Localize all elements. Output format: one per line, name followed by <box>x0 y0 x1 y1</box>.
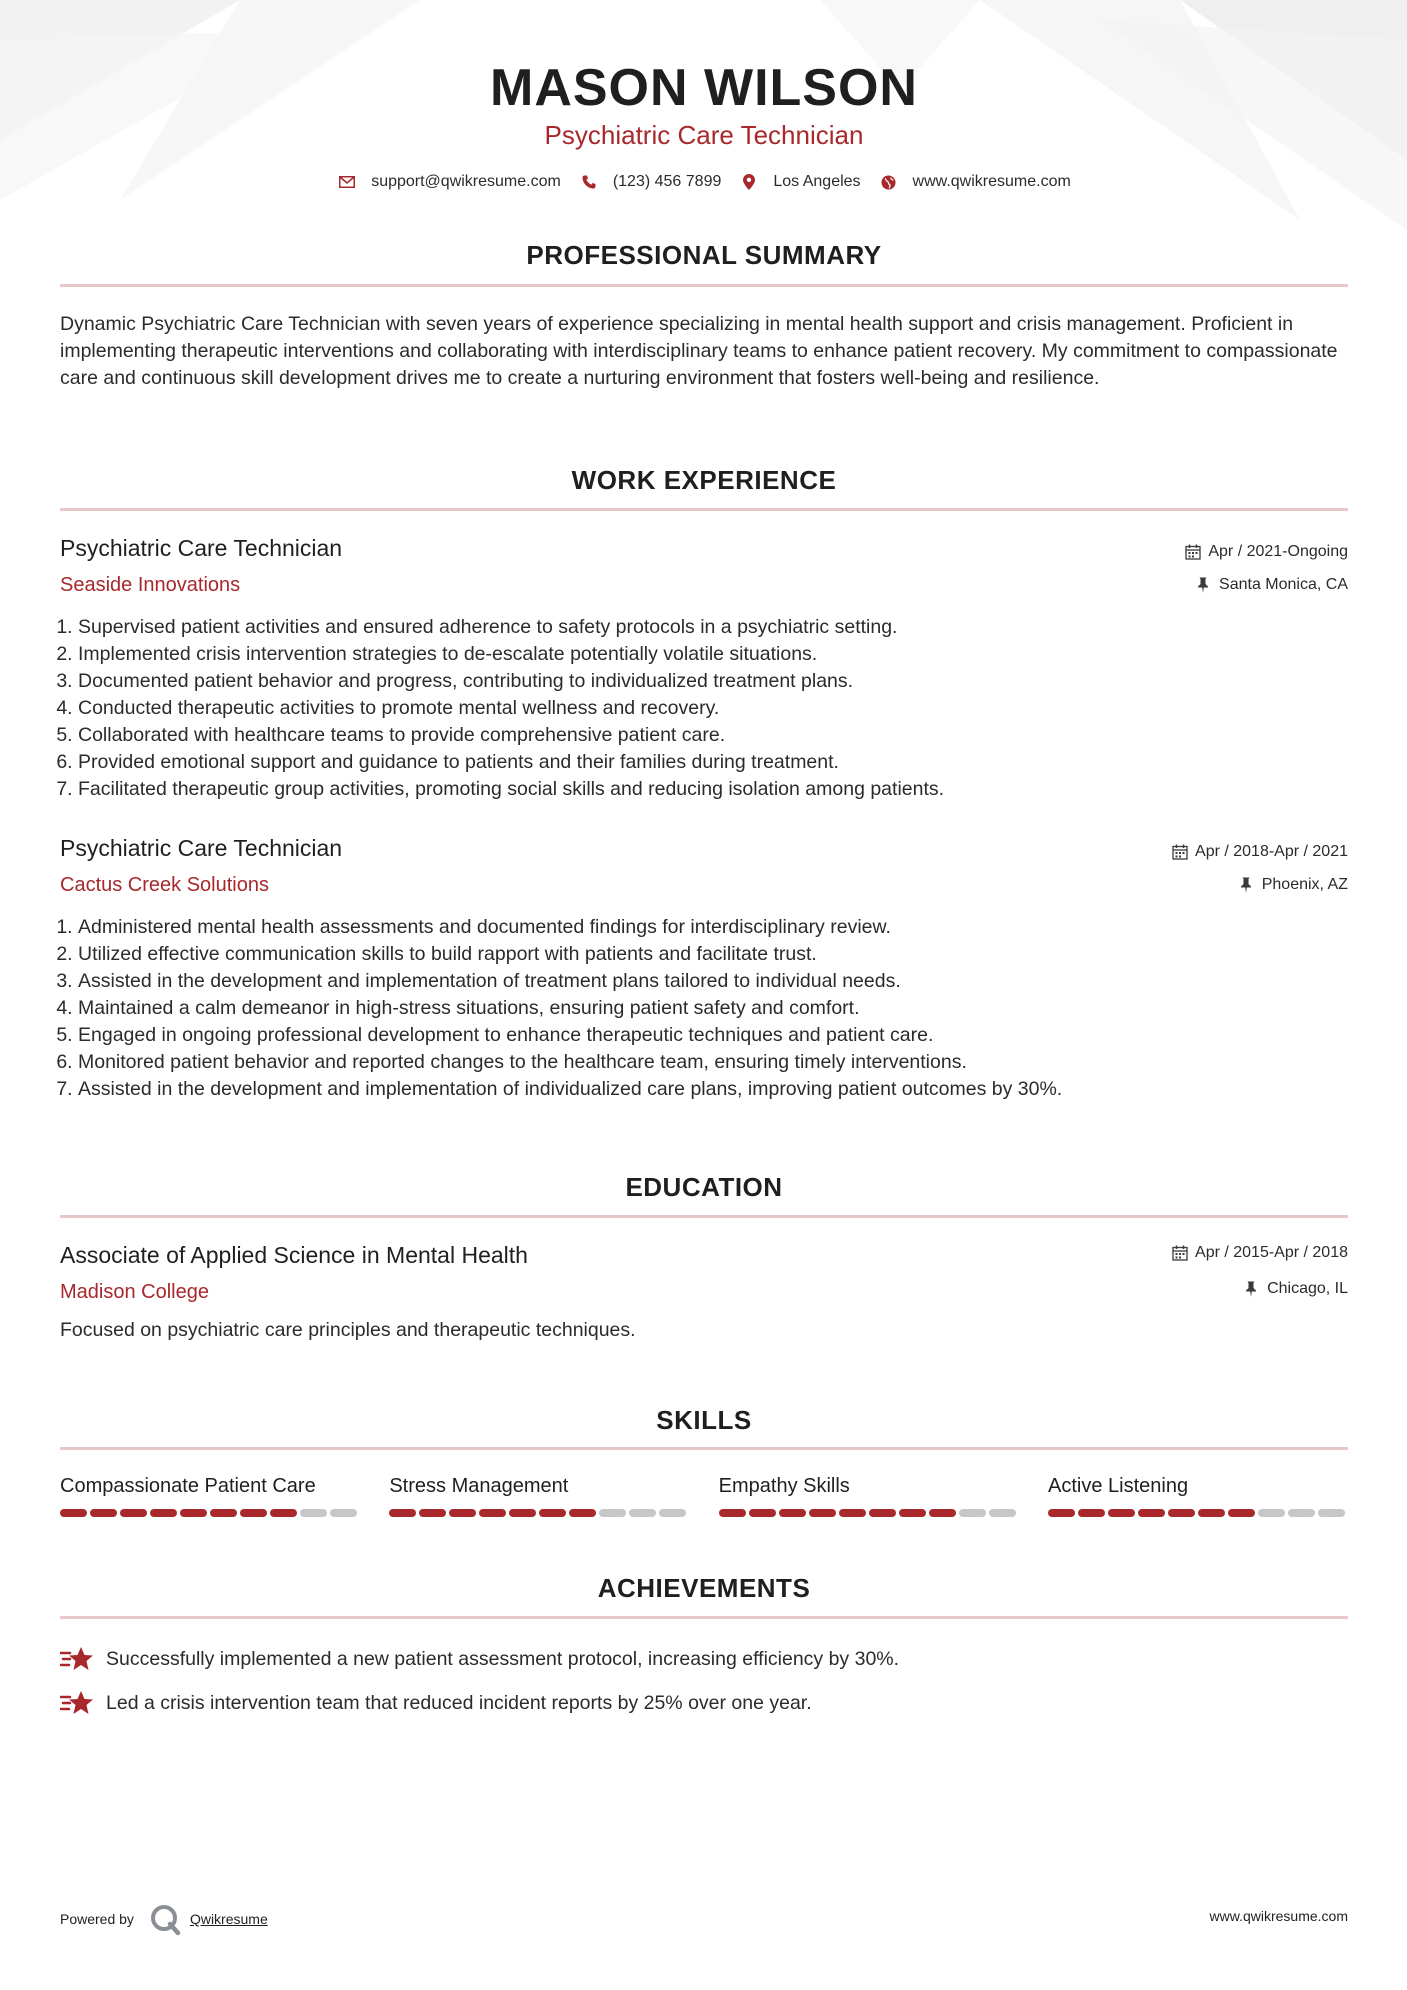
list-item: 4. Conducted therapeutic activities to promote mental wellness and recovery. <box>78 695 1366 722</box>
skill-name: Empathy Skills <box>718 1475 850 1497</box>
skill-segment-filled <box>1198 1509 1225 1517</box>
candidate-name: MASON WILSON <box>490 59 918 117</box>
skill-name: Compassionate Patient Care <box>60 1475 316 1497</box>
email-text: support@qwikresume.com <box>371 173 561 190</box>
achievements-heading: ACHIEVEMENTS <box>597 1573 811 1603</box>
footer-powered-by <box>60 1902 268 1936</box>
education-location <box>1244 1280 1348 1298</box>
skill-segment-filled <box>240 1509 267 1517</box>
list-item: 5. Collaborated with healthcare teams to provide comprehensive patient care. <box>78 722 1366 749</box>
list-item: 5. Engaged in ongoing professional development to enhance therapeutic techniques and patient care. <box>78 1022 1366 1049</box>
achievement-item <box>60 1689 812 1717</box>
skill-segment-filled <box>150 1509 177 1517</box>
achievement-text: Led a crisis intervention team that reduced incident reports by 25% over one year. <box>106 1691 812 1714</box>
pushpin-icon <box>1244 1281 1260 1297</box>
skill-segment-filled <box>899 1509 926 1517</box>
education-location-text: Chicago, IL <box>1267 1280 1348 1297</box>
job-2-dates <box>1172 843 1348 861</box>
list-item: 6. Monitored patient behavior and reported changes to the healthcare team, ensuring timely interventions. <box>78 1049 1366 1076</box>
skill-item <box>719 1475 1019 1517</box>
skill-segment-empty <box>599 1509 626 1517</box>
skill-segment-empty <box>1258 1509 1285 1517</box>
qwikresume-logo-icon <box>148 1902 182 1936</box>
skills-heading: SKILLS <box>656 1405 752 1435</box>
job-2-location-text: Phoenix, AZ <box>1261 876 1348 893</box>
skill-segment-filled <box>1168 1509 1195 1517</box>
skill-segment-filled <box>419 1509 446 1517</box>
skill-level-bar <box>719 1509 1019 1517</box>
skill-name: Active Listening <box>1047 1475 1189 1497</box>
list-item: 4. Maintained a calm demeanor in high-stress situations, ensuring patient safety and comfort. <box>78 995 1366 1022</box>
skill-segment-filled <box>90 1509 117 1517</box>
skill-segment-filled <box>509 1509 536 1517</box>
pushpin-icon <box>1239 877 1255 893</box>
contact-email[interactable] <box>337 172 561 192</box>
experience-divider <box>60 508 1348 511</box>
skills-list <box>60 1475 1348 1517</box>
list-item: 2. Implemented crisis intervention strategies to de-escalate potentially volatile situations. <box>78 641 1366 668</box>
skill-segment-empty <box>989 1509 1016 1517</box>
phone-icon <box>579 172 599 192</box>
calendar-icon <box>1172 1245 1188 1261</box>
education-description: Focused on psychiatric care principles and therapeutic techniques. <box>60 1319 636 1341</box>
list-item: 6. Provided emotional support and guidance to patients and their families during treatment. <box>78 749 1366 776</box>
envelope-icon <box>337 172 357 192</box>
job-2-location <box>1239 876 1348 894</box>
job-2-company: Cactus Creek Solutions <box>60 874 269 896</box>
list-item: 3. Assisted in the development and implementation of treatment plans tailored to individual needs. <box>78 968 1366 995</box>
achievement-item <box>60 1645 899 1673</box>
skill-segment-filled <box>1048 1509 1075 1517</box>
skill-segment-filled <box>120 1509 147 1517</box>
contact-bar <box>60 172 1348 192</box>
contact-location <box>739 172 860 192</box>
list-item: 2. Utilized effective communication skills to build rapport with patients and facilitate trust. <box>78 941 1366 968</box>
education-dates <box>1172 1244 1348 1262</box>
skill-segment-filled <box>1138 1509 1165 1517</box>
education-dates-text: Apr / 2015-Apr / 2018 <box>1195 1244 1348 1261</box>
contact-phone[interactable] <box>579 172 722 192</box>
calendar-icon <box>1172 844 1188 860</box>
education-school: Madison College <box>60 1281 209 1303</box>
job-2-bullets <box>60 914 1366 1103</box>
experience-heading: WORK EXPERIENCE <box>571 465 837 495</box>
job-1-dates-text: Apr / 2021-Ongoing <box>1208 543 1348 560</box>
list-item: 1. Administered mental health assessments and documented findings for interdisciplinary review. <box>78 914 1366 941</box>
phone-text: (123) 456 7899 <box>612 173 722 190</box>
skill-segment-empty <box>300 1509 327 1517</box>
skill-segment-filled <box>719 1509 746 1517</box>
map-pin-icon <box>739 172 759 192</box>
summary-text: Dynamic Psychiatric Care Technician with seven years of experience specializing in mental health support and crisis management. Proficient in implementing therapeutic interventions and collaborating with interdisciplinary teams to enhance patient recovery. My commitment to compassionate care and continuous skill development drives me to create a nurturing environment that fosters well-being and resilience. <box>60 313 1338 389</box>
star-icon <box>60 1689 94 1717</box>
contact-website[interactable] <box>879 172 1071 192</box>
skill-segment-filled <box>270 1509 297 1517</box>
skill-level-bar <box>1048 1509 1348 1517</box>
skill-segment-filled <box>539 1509 566 1517</box>
job-1-location-text: Santa Monica, CA <box>1219 576 1348 593</box>
skill-segment-filled <box>1108 1509 1135 1517</box>
skill-segment-filled <box>479 1509 506 1517</box>
skill-segment-empty <box>659 1509 686 1517</box>
job-1-dates <box>1185 543 1348 561</box>
powered-by-label: Powered by <box>60 1911 134 1927</box>
list-item: 3. Documented patient behavior and progress, contributing to individualized treatment plans. <box>78 668 1366 695</box>
candidate-title: Psychiatric Care Technician <box>544 120 864 150</box>
globe-icon <box>879 172 899 192</box>
list-item: 7. Assisted in the development and implementation of individualized care plans, improving patient outcomes by 30%. <box>78 1076 1366 1103</box>
list-item: 1. Supervised patient activities and ensured adherence to safety protocols in a psychiatric setting. <box>78 614 1366 641</box>
skill-item <box>389 1475 689 1517</box>
skill-segment-filled <box>389 1509 416 1517</box>
skill-segment-filled <box>749 1509 776 1517</box>
location-text: Los Angeles <box>773 173 861 190</box>
summary-divider <box>60 284 1348 287</box>
skill-segment-filled <box>210 1509 237 1517</box>
skill-item <box>1048 1475 1348 1517</box>
skill-segment-filled <box>929 1509 956 1517</box>
job-1-company: Seaside Innovations <box>60 574 241 596</box>
job-2-dates-text: Apr / 2018-Apr / 2021 <box>1195 843 1348 860</box>
education-degree: Associate of Applied Science in Mental Health <box>60 1242 528 1268</box>
skill-segment-filled <box>180 1509 207 1517</box>
job-2-title: Psychiatric Care Technician <box>60 835 343 861</box>
calendar-icon <box>1185 544 1201 560</box>
list-item: 7. Facilitated therapeutic group activities, promoting social skills and reducing isolation among patients. <box>78 776 1366 803</box>
skill-segment-filled <box>449 1509 476 1517</box>
skill-segment-empty <box>1318 1509 1345 1517</box>
skill-name: Stress Management <box>389 1475 569 1497</box>
summary-heading: PROFESSIONAL SUMMARY <box>526 240 882 270</box>
skill-segment-filled <box>869 1509 896 1517</box>
skill-segment-empty <box>629 1509 656 1517</box>
pushpin-icon <box>1196 577 1212 593</box>
job-1-title: Psychiatric Care Technician <box>60 535 343 561</box>
achievement-text: Successfully implemented a new patient assessment protocol, increasing efficiency by 30%. <box>106 1647 900 1670</box>
website-text: www.qwikresume.com <box>912 173 1071 190</box>
skill-segment-filled <box>1228 1509 1255 1517</box>
job-1-location <box>1196 576 1348 594</box>
skill-segment-empty <box>330 1509 357 1517</box>
skill-level-bar <box>389 1509 689 1517</box>
skill-segment-empty <box>1288 1509 1315 1517</box>
education-divider <box>60 1215 1348 1218</box>
job-1-bullets <box>60 614 1366 803</box>
skill-item <box>60 1475 360 1517</box>
qwikresume-link[interactable]: Qwikresume <box>189 1911 268 1927</box>
education-heading: EDUCATION <box>625 1172 783 1202</box>
skill-segment-filled <box>60 1509 87 1517</box>
footer-website-link[interactable]: www.qwikresume.com <box>1209 1908 1348 1924</box>
skill-segment-empty <box>959 1509 986 1517</box>
skill-segment-filled <box>809 1509 836 1517</box>
skill-segment-filled <box>839 1509 866 1517</box>
achievements-divider <box>60 1616 1348 1619</box>
skill-segment-filled <box>569 1509 596 1517</box>
skill-segment-filled <box>1078 1509 1105 1517</box>
skills-divider <box>60 1447 1348 1450</box>
star-icon <box>60 1645 94 1673</box>
skill-level-bar <box>60 1509 360 1517</box>
skill-segment-filled <box>779 1509 806 1517</box>
